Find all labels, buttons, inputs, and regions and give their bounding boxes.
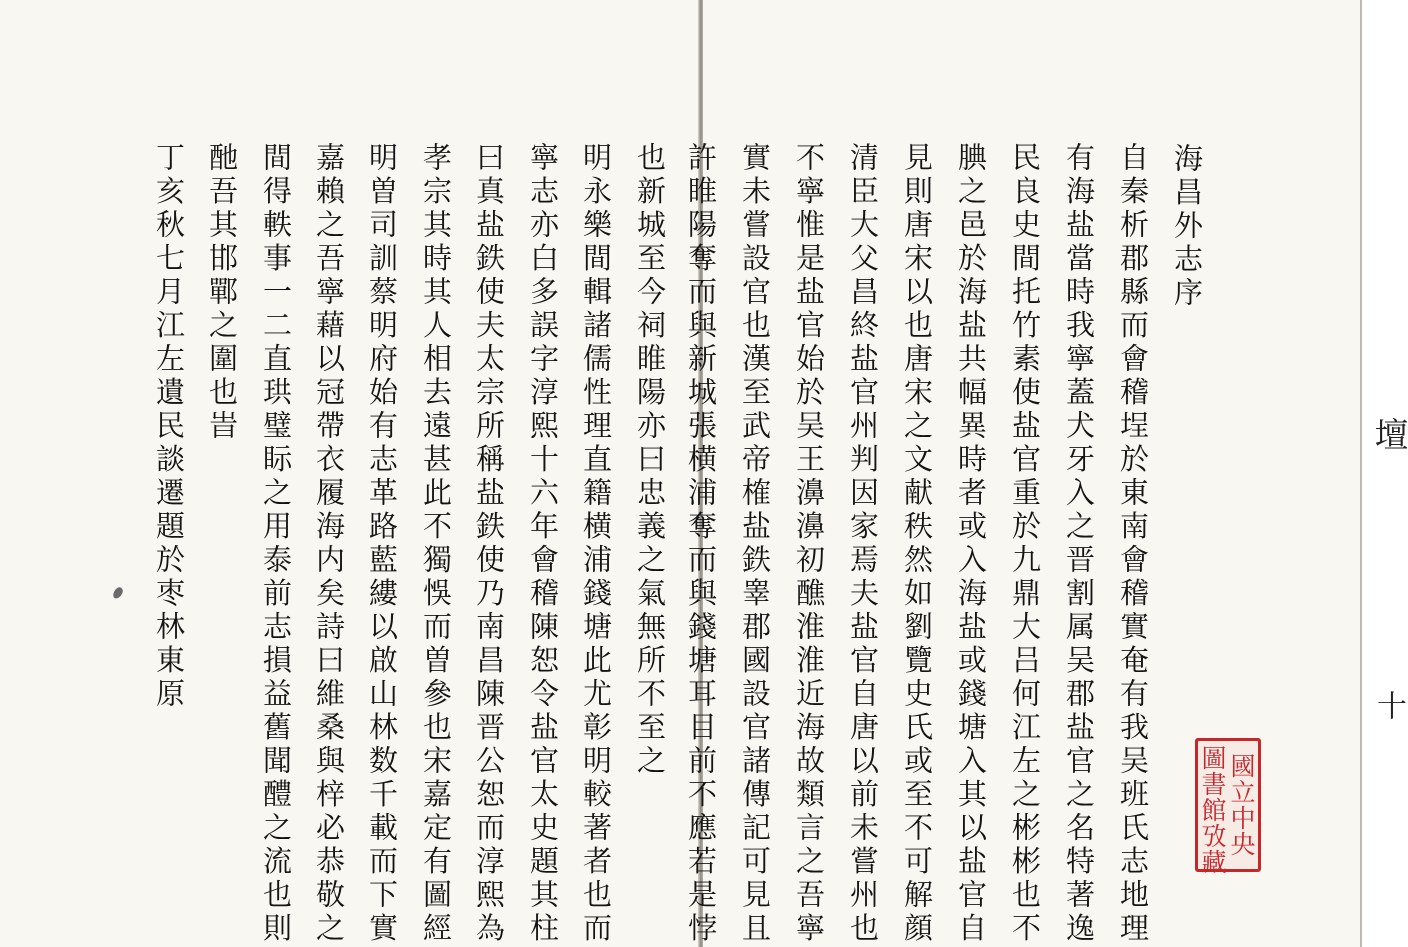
text-column: 清臣大父昌終盐官州判因家焉夫盐官自唐以前未嘗州也 [846, 142, 880, 946]
text-column: 自秦析郡縣而會稽埕於東南會稽實奄有我吴班氏志地理 [1116, 142, 1150, 946]
text-column: 孝宗其時其人相去遠甚此不獨悞而曽參也宋嘉定有圖經 [419, 142, 453, 946]
text-column: 實未嘗設官也漢至武帝榷盐鉄睾郡國設官諸傳記可見且 [738, 142, 772, 946]
edge-char: 十 [1371, 690, 1406, 720]
text-column: 曰真盐鉄使夫太宗所稱盐鉄使乃南昌陳晋公恕而淳熙為 [472, 142, 506, 946]
preface-title: 海昌外志序 [1170, 143, 1204, 311]
text-column: 不寧惟是盐官始於吴王濞濞初醮淮淮近海故類言之吾寧 [792, 142, 826, 946]
ink-smudge [112, 586, 124, 600]
text-column: 明曽司訓蔡明府始有志革路藍縷以啟山林数千載而下實 [365, 142, 399, 946]
text-column: 腆之邑於海盐共幅異時者或入海盐或錢塘入其以盐官自 [954, 142, 988, 946]
text-column: 有海盐當時我寧蓋犬牙入之晋割属吴郡盐官之名特著逸 [1062, 142, 1096, 946]
text-column: 嘉賴之吾寧藉以冠帶衣履海内矣詩曰維桑與梓必恭敬之 [312, 142, 346, 946]
text-column: 酏吾其邯鄲之圍也旹 [205, 142, 239, 444]
text-column: 民良史間托竹素使盐官重於九鼎大吕何江左之彬彬也不 [1008, 142, 1042, 946]
edge-char: 壇 [1368, 417, 1408, 451]
text-column: 見則唐宋以也唐宋之文献秩然如劉覽史氏或至不可解顔 [900, 142, 934, 946]
text-column: 明永樂間輯諸儒性理直籍横浦錢塘此尤彰明較著者也而 [579, 142, 613, 946]
adjacent-page-edge [1360, 0, 1408, 947]
text-column: 間得軼事一二直珙璧眎之用泰前志損益舊聞醴之流也則 [259, 142, 293, 946]
left-page [0, 0, 699, 947]
seal-text: 國立中央 圖書館攷藏 [1198, 745, 1256, 875]
library-seal-stamp [1195, 738, 1261, 875]
text-column: 也新城至今祠睢陽亦曰忠義之氣無所不至之 [633, 142, 667, 779]
text-column: 許睢陽奪而與新城張横浦奪而與錢塘耳目前不應若是悖 [684, 142, 718, 946]
text-column: 寧志亦白多誤字淳熙十六年會稽陳恕令盐官太史題其柱 [526, 142, 560, 946]
signature-column: 丁亥秋七月江左遺民談遷題於枣林東原 [152, 142, 186, 712]
